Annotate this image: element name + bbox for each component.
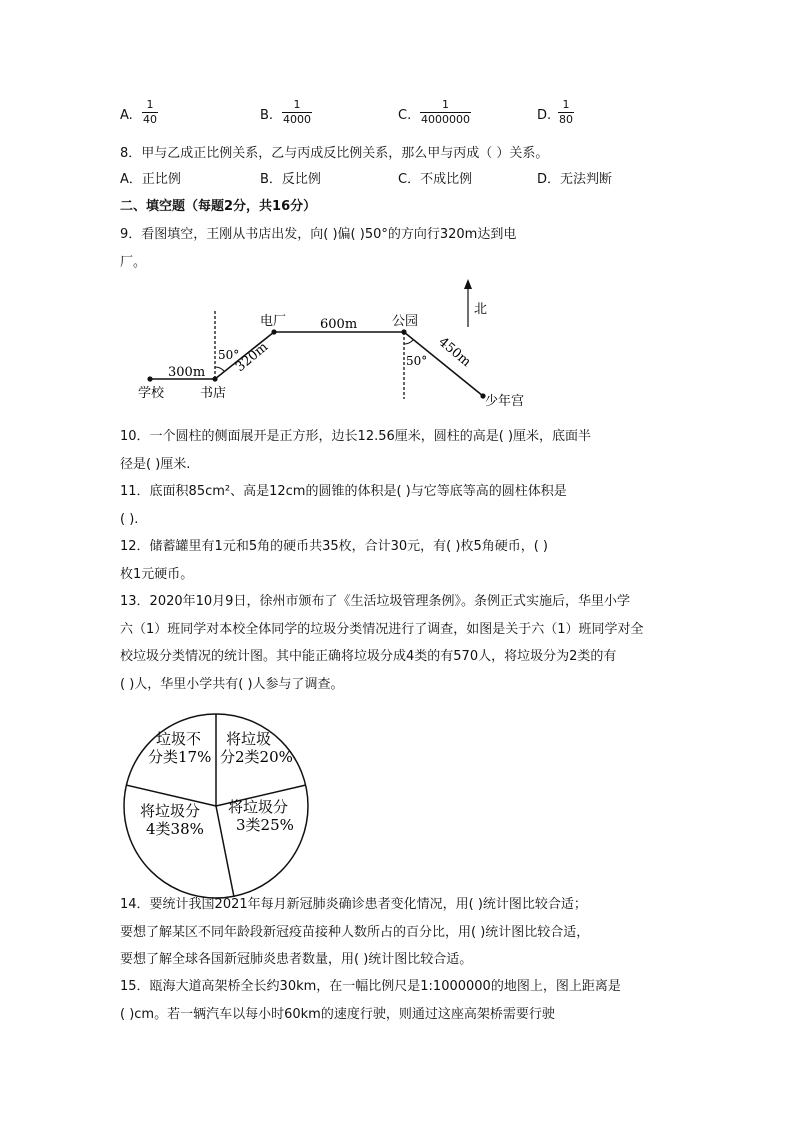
q13-line4: ( )人，华里小学共有( )人参与了调查。 — [120, 677, 344, 692]
pie-slice-label-17-line1: 垃圾不 — [156, 730, 202, 748]
q10-line1: 10．一个圆柱的侧面展开是正方形，边长12.56厘米，圆柱的高是( )厘米，底面半 — [120, 429, 592, 444]
palace-label: 少年宫 — [485, 394, 525, 409]
q14-line3: 要想了解全球各国新冠肺炎患者数量，用( )统计图比较合适。 — [120, 952, 473, 967]
pie-slice-label-20-line2: 分2类20% — [220, 748, 293, 766]
angle-label-1: 50° — [218, 348, 240, 362]
q7-option-c-fraction: $\frac{1}{4000000}$ — [421, 98, 470, 126]
north-label: 北 — [474, 302, 488, 317]
angle-label-2: 50° — [406, 354, 428, 368]
north-arrow-head — [464, 279, 472, 289]
power-point — [271, 329, 276, 334]
pie-slice-label-25-line1: 将垃圾分 — [228, 798, 289, 816]
q7-option-d-letter: D. — [537, 108, 552, 123]
school-label: 学校 — [138, 386, 165, 401]
q7-option-a-letter: A. — [120, 108, 133, 123]
distance-450: 450m — [435, 334, 474, 370]
angle-arc-2 — [404, 340, 413, 344]
pie-slice-label-38-line2: 4类38% — [146, 820, 204, 838]
q8-stem: 8．甲与乙成正比例关系，乙与丙成反比例关系，那么甲与丙成（ ）关系。 — [120, 146, 549, 161]
distance-320: 320m — [232, 339, 272, 376]
q9-line1: 9．看图填空，王刚从书店出发，向( )偏( )50°的方向行320m达到电 — [120, 227, 517, 242]
q14-line1: 14．要统计我国2021年每月新冠肺炎确诊患者变化情况，用( )统计图比较合适； — [120, 897, 587, 912]
q14-line2: 要想了解某区不同年龄段新冠疫苗接种人数所占的百分比，用( )统计图比较合适， — [120, 925, 590, 940]
q7-option-a-fraction: $\frac{1}{40}$ — [143, 98, 157, 126]
pie-slice-label-25-line2: 3类25% — [236, 816, 294, 834]
school-point — [147, 376, 152, 381]
pie-slice-label-17-line2: 分类17% — [148, 748, 212, 766]
q15-line2: ( )cm。若一辆汽车以每小时60km的速度行驶，则通过这座高架桥需要行驶 — [120, 1007, 555, 1022]
q7-option-b-letter: B. — [260, 108, 274, 123]
q8-option-c: C．不成比例 — [398, 172, 473, 187]
angle-arc-1 — [215, 367, 224, 371]
q13-pie-chart — [120, 712, 320, 902]
q12-line1: 12．储蓄罐里有1元和5角的硬币共35枚，合计30元，有( )枚5角硬币，( ) — [120, 539, 548, 554]
q7-option-d-fraction: $\frac{1}{80}$ — [559, 98, 573, 126]
bookstore-point — [212, 376, 217, 381]
distance-600: 600m — [320, 317, 358, 332]
distance-300: 300m — [168, 365, 206, 380]
q9-route-map — [130, 275, 570, 415]
q13-line1: 13．2020年10月9日，徐州市颁布了《生活垃圾管理条例》。条例正式实施后，华里小学 — [120, 594, 630, 609]
q11-line1: 11．底面积85cm²、高是12cm的圆锥的体积是( )与它等底等高的圆柱体积是 — [120, 484, 567, 499]
power-label: 电厂 — [260, 314, 287, 329]
q15-line1: 15．瓯海大道高架桥全长约30km，在一幅比例尺是1:1000000的地图上，图上距离是 — [120, 979, 621, 994]
q7-option-b-fraction: $\frac{1}{4000}$ — [283, 98, 311, 126]
q12-line2: 枚1元硬币。 — [120, 567, 194, 582]
q10-line2: 径是( )厘米. — [120, 457, 191, 472]
section-heading: 二、填空题（每题2分，共16分） — [120, 199, 317, 214]
pie-slice-label-38-line1: 将垃圾分 — [140, 802, 201, 820]
q13-line2: 六（1）班同学对本校全体同学的垃圾分类情况进行了调查，如图是关于六（1）班同学对全 — [120, 622, 644, 637]
q8-option-b: B．反比例 — [260, 172, 321, 187]
q9-line2: 厂。 — [120, 255, 147, 270]
q13-line3: 校垃圾分类情况的统计图。其中能正确将垃圾分成4类的有570人，将垃圾分为2类的有 — [120, 649, 617, 664]
park-label: 公园 — [392, 314, 419, 329]
q8-option-d: D．无法判断 — [537, 172, 613, 187]
q7-option-c-letter: C. — [398, 108, 412, 123]
park-point — [401, 329, 406, 334]
q11-line2: ( ). — [120, 512, 139, 527]
pie-slice-label-20-line1: 将垃圾 — [226, 730, 272, 748]
bookstore-label: 书店 — [200, 386, 227, 401]
q8-option-a: A．正比例 — [120, 172, 181, 187]
